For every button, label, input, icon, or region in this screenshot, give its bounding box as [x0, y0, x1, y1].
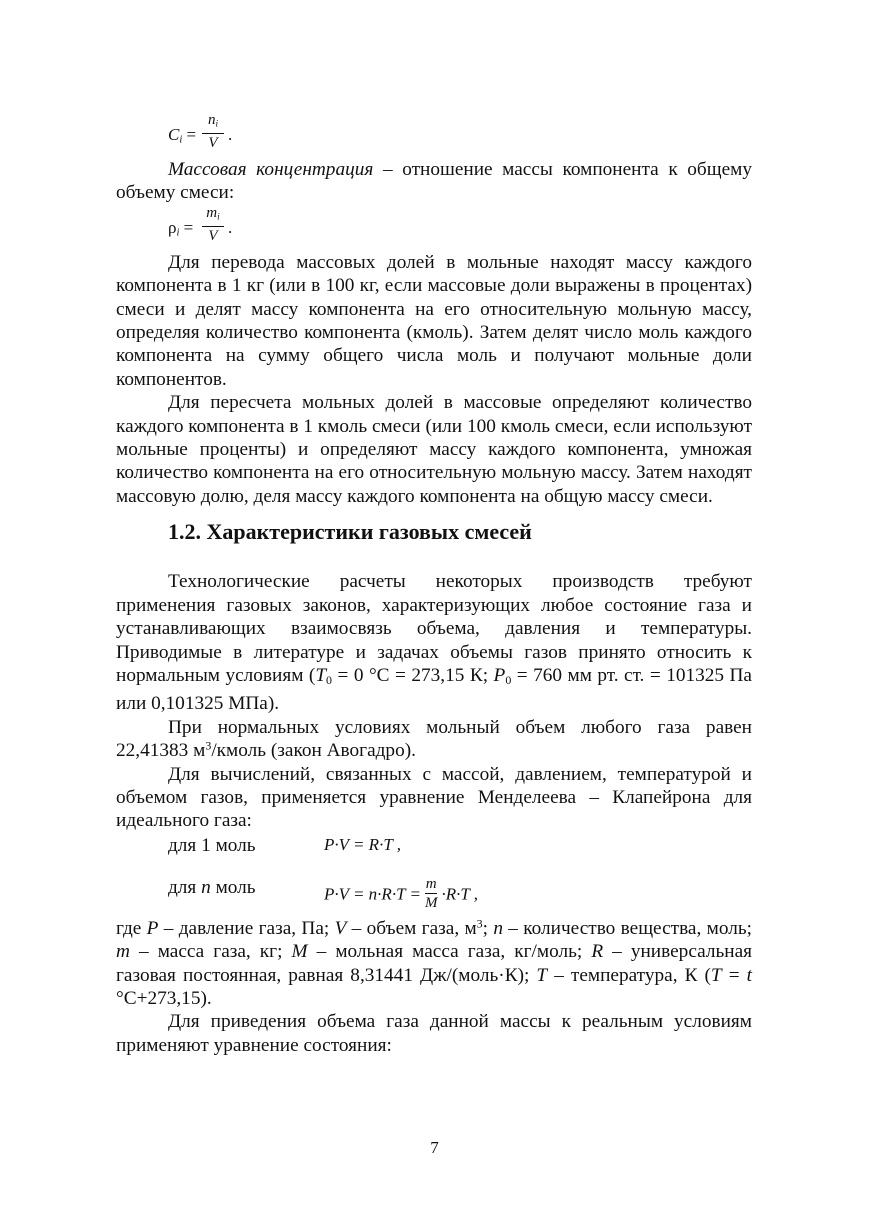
page-number: 7 [430, 1138, 439, 1157]
paragraph-mass-to-mole: Для перевода массовых долей в мольные находят массу каждого компонента в 1 кг (или в 100 кг, если массовые доли выражены в процентах) смеси и делят массу компонента на его относительную мольную массу, определяя количество компонента (кмоль). Затем делят число моль каждого компонента на сумму общего числа моль и получают мольные доли компонентов. [116, 251, 752, 390]
paragraph-normal-conditions: При нормальных условиях мольный объем любого газа равен 22,41383 $м^3$/кмоль (закон Авогадро). [116, 716, 752, 762]
paragraph-technological: Технологические расчеты некоторых производств требуют применения газовых законов, характеризующих любое состояние газа и устанавливающих взаимосвязь объема, давления и температуры. Приводимые в литературе и задачах объемы газов принято относить к нормальным условиям ($T_0 = 0$ °C = 273,15 К; $P_0 = 760$ мм рт. ст. = 101325 Па или 0,101325 МПа). [116, 571, 752, 715]
paragraph-where: где P – давление газа, Па; V – объем газа, $м^3$; n – количество вещества, моль; m – масса газа, кг; M – мольная масса газа, кг/моль; R – универсальная газовая постоянная, равная 8,31441 Дж/(моль·К); T – температура, К (T = t °С+273,15). [116, 916, 753, 1009]
paragraph-mendeleev: Для вычислений, связанных с массой, давлением, температурой и объемом газов, применяется уравнение Менделеева – Клапейрона для идеального газа: [116, 763, 752, 832]
page-body [116, 112, 752, 1057]
paragraph-mole-to-mass: Для пересчета мольных долей в массовые определяют количество каждого компонента в 1 кмоль смеси (или 100 кмоль смеси, если используют мольные проценты) и определяют массу каждого компонента, умножая количество компонента на его относительную мольную массу. Затем находят массовую долю, деля массу каждого компонента на общую массу смеси. [116, 392, 752, 507]
paragraph-reduce-volume: Для приведения объема газа данной массы к реальным условиям применяют уравнение состояния: [116, 1011, 752, 1056]
paragraph-mass-concentration: Массовая концентрация – отношение массы компонента к общему объему смеси: [116, 159, 752, 204]
formula-mass-concentration: $\rho_i$ = $\frac{m_i}{V}$ . [168, 204, 233, 245]
equation-one-mole: для 1 моль P·V = R·T , [168, 834, 401, 856]
equation-n-mole: для n моль P·V = n·R·T = $\frac{m}{M}$ ·R·T , [168, 875, 478, 911]
section-title: 1.2. Характеристики газовых смесей [168, 519, 532, 545]
formula-molar-concentration: $C_i$ = $\frac{n_i}{V}$ . [168, 112, 233, 152]
